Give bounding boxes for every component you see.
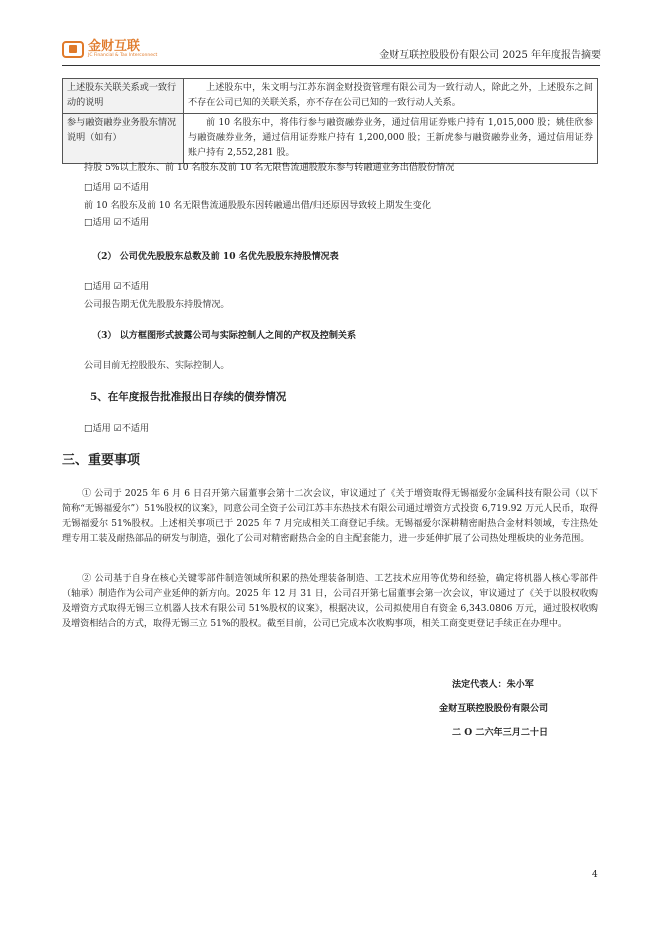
lending-paragraph: 持股 5%以上股东、前 10 名股东及前 10 名无限售流通股股东参与转融通业务出借股份情况 xyxy=(84,163,455,173)
page-number: 4 xyxy=(592,870,598,880)
table-label-cell: 上述股东关联关系或一致行动的说明 xyxy=(63,79,184,114)
table-row xyxy=(63,79,598,114)
major-event-item-1: ① 公司于 2025 年 6 月 6 日召开第六届董事会第十二次会议，审议通过了《关于增资取得无锡福爱尔金属科技有限公司（以下简称“无锡福爱尔”）51%股权的议案》，同意公司全资子公司江苏丰东热技术有限公司通过增资方式投资 6,719.92 万元人民币，取得无锡福爱尔 51%股权。上述相关事项已于 2025 年 7 月完成相关工商登记手续。无锡福爱尔深耕精密耐热合金材料领域，专注热处理专用工装及耐热部品的研发与制造，强化了公司对精密耐热合金的自主配套能力，进一步延伸扩展了公司热处理板块的业务范围。 xyxy=(62,489,598,544)
logo-cn-text: 金财互联 xyxy=(88,39,141,54)
table-label-cell: 参与融资融券业务股东情况说明（如有） xyxy=(63,114,184,164)
preferred-shares-paragraph: 公司报告期无优先股股东持股情况。 xyxy=(84,300,230,310)
major-events-heading: 三、重要事项 xyxy=(62,453,141,468)
header-rule xyxy=(62,65,600,66)
logo-mark-icon xyxy=(62,41,84,58)
control-relationship-heading: （3） 以方框图形式披露公司与实际控制人之间的产权及控制关系 xyxy=(92,330,357,341)
control-relationship-paragraph: 公司目前无控股股东、实际控制人。 xyxy=(84,361,230,371)
signature-date: 二 O 二六年三月二十日 xyxy=(452,727,549,738)
applicability-checkbox: □适用 ☑不适用 xyxy=(84,282,150,292)
applicability-checkbox: □适用 ☑不适用 xyxy=(84,218,150,228)
major-event-item-2: ② 公司基于自身在核心关键零部件制造领域所积累的热处理装备制造、工艺技术应用等优势和经验，确定将机器人核心零部件（轴承）制造作为公司产业延伸的新方向。2025 年 12 月 31 日，公司召开第七届董事会第一次会议，审议通过了《关于以股权收购及增资方式取得无锡三立机器人技术有限公司 51%股权的议案》，根据决议，公司拟使用自有资金 6,343.0806 万元，通过股权收购及增资相结合的方式，取得无锡三立 51%的股权。截至目前，公司已完成本次收购事项，相关工商变更登记手续正在办理中。 xyxy=(62,574,598,629)
table-value-cell: 前 10 名股东中，将伟行参与融资融券业务，通过信用证券账户持有 1,015,000 股；姚佳欣参与融资融券业务，通过信用证券账户持有 1,200,000 股；王新虎参与融资融券业务，通过信用证券账户持有 2,552,281 股。 xyxy=(184,114,598,164)
applicability-checkbox: □适用 ☑不适用 xyxy=(84,183,150,193)
legal-representative: 法定代表人：朱小军 xyxy=(452,679,534,690)
bonds-heading: 5、在年度报告批准报出日存续的债券情况 xyxy=(90,391,287,403)
logo-en-text: JC Financial & Tax Interconnect xyxy=(88,53,158,58)
signature-company: 金财互联控股股份有限公司 xyxy=(439,703,549,714)
preferred-shares-heading: （2） 公司优先股股东总数及前 10 名优先股股东持股情况表 xyxy=(92,251,339,262)
report-title: 金财互联控股股份有限公司 2025 年年度报告摘要 xyxy=(379,50,601,61)
shareholder-table xyxy=(62,78,598,164)
company-logo xyxy=(62,40,157,59)
change-paragraph: 前 10 名股东及前 10 名无限售流通股股东因转融通出借/归还原因导致较上期发生变化 xyxy=(84,201,431,211)
table-value-cell: 上述股东中，朱文明与江苏东润金财投资管理有限公司为一致行动人，除此之外，上述股东之间不存在公司已知的关联关系，亦不存在公司已知的一致行动人关系。 xyxy=(184,79,598,114)
applicability-checkbox: □适用 ☑不适用 xyxy=(84,424,150,434)
table-row xyxy=(63,114,598,164)
